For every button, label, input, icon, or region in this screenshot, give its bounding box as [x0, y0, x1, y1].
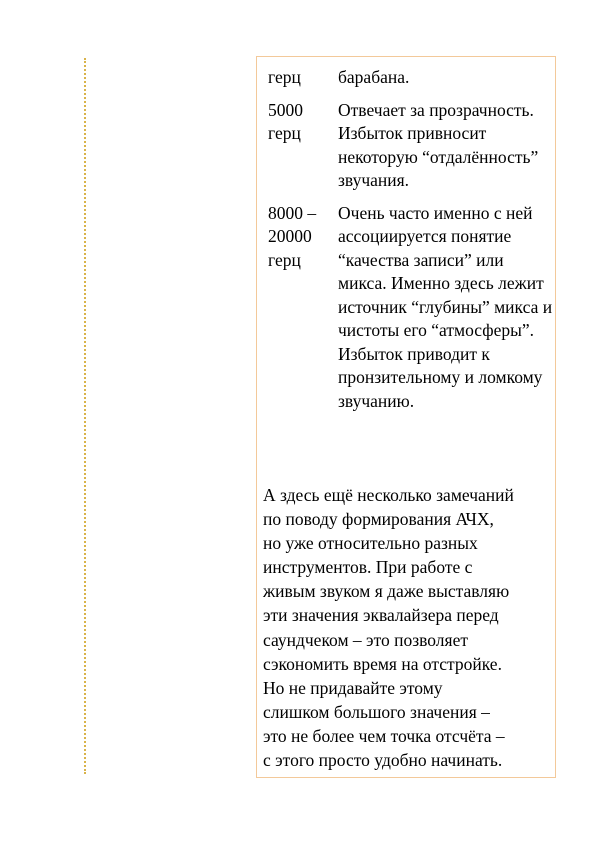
description-cell: барабана.: [338, 67, 410, 87]
description-cell: Отвечает за прозрачность. Избыток привносит некоторую “отдалённость” звучания.: [338, 99, 539, 190]
description-cell: Очень часто именно с ней ассоциируется понятие “качества записи” или микса. Именно здесь лежит источник “глубины” микса и чистоты его “атмосферы”. Избыток приводит к пронзительному и ломкому звучанию.: [338, 202, 553, 411]
table-row: [268, 66, 588, 90]
table-row: [268, 193, 588, 414]
frequency-label: 8000 – 20000 герц: [268, 202, 317, 270]
frequency-cell: [268, 66, 338, 90]
frequency-cell: [268, 90, 338, 193]
frequency-table: [268, 66, 588, 413]
left-margin-rule: [84, 58, 86, 774]
frequency-label: герц: [268, 67, 301, 87]
table-row: [268, 90, 588, 193]
frequency-label: 5000 герц: [268, 99, 303, 143]
note-paragraph: А здесь ещё несколько замечаний по поводу формирования АЧХ, но уже относительно разных инструментов. При работе с живым звуком я даже выставляю эти значения эквалайзера перед саундчеком – это позволяет сэкономить время на отстройке. Но не придавайте этому слишком большого значения – это не более чем точка отсчёта – с этого просто удобно начинать.: [263, 485, 514, 771]
frequency-cell: [268, 193, 338, 414]
